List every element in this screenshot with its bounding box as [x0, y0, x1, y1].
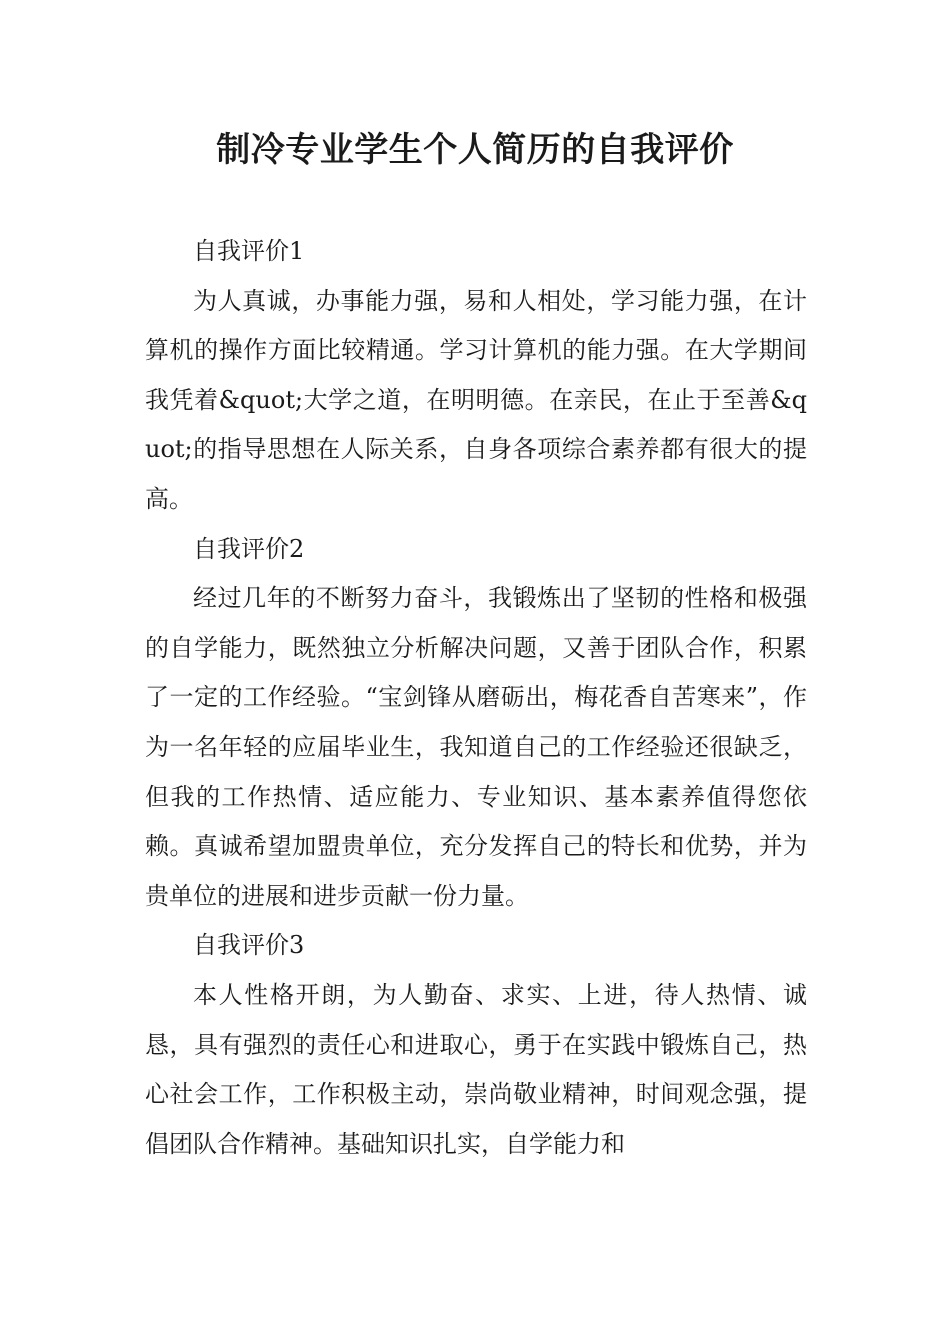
section-paragraph-1: 为人真诚，办事能力强，易和人相处，学习能力强，在计算机的操作方面比较精通。学习计算机的能力强。在大学期间我凭着&quot;大学之道，在明明德。在亲民，在止于至善&quot;的指导思想在人际关系，自身各项综合素养都有很大的提高。: [145, 286, 807, 513]
section-paragraph-3: 本人性格开朗，为人勤奋、求实、上进，待人热情、诚恳，具有强烈的责任心和进取心，勇于在实践中锻炼自己，热心社会工作，工作积极主动，崇尚敬业精神，时间观念强，提倡团队合作精神。基础知识扎实，自学能力和: [145, 980, 807, 1158]
section-heading-3: 自我评价3: [193, 931, 305, 960]
document-title: 制冷专业学生个人简历的自我评价: [216, 130, 734, 170]
document-body: [145, 227, 807, 1169]
section-paragraph-2: 经过几年的不断努力奋斗，我锻炼出了坚韧的性格和极强的自学能力，既然独立分析解决问题，又善于团队合作，积累了一定的工作经验。“宝剑锋从磨砺出，梅花香自苦寒来”，作为一名年轻的应届毕业生，我知道自己的工作经验还很缺乏，但我的工作热情、适应能力、专业知识、基本素养值得您依赖。真诚希望加盟贵单位，充分发挥自己的特长和优势，并为贵单位的进展和进步贡献一份力量。: [145, 584, 807, 910]
section-heading-1: 自我评价1: [193, 237, 305, 265]
section-heading-2: 自我评价2: [193, 534, 305, 563]
